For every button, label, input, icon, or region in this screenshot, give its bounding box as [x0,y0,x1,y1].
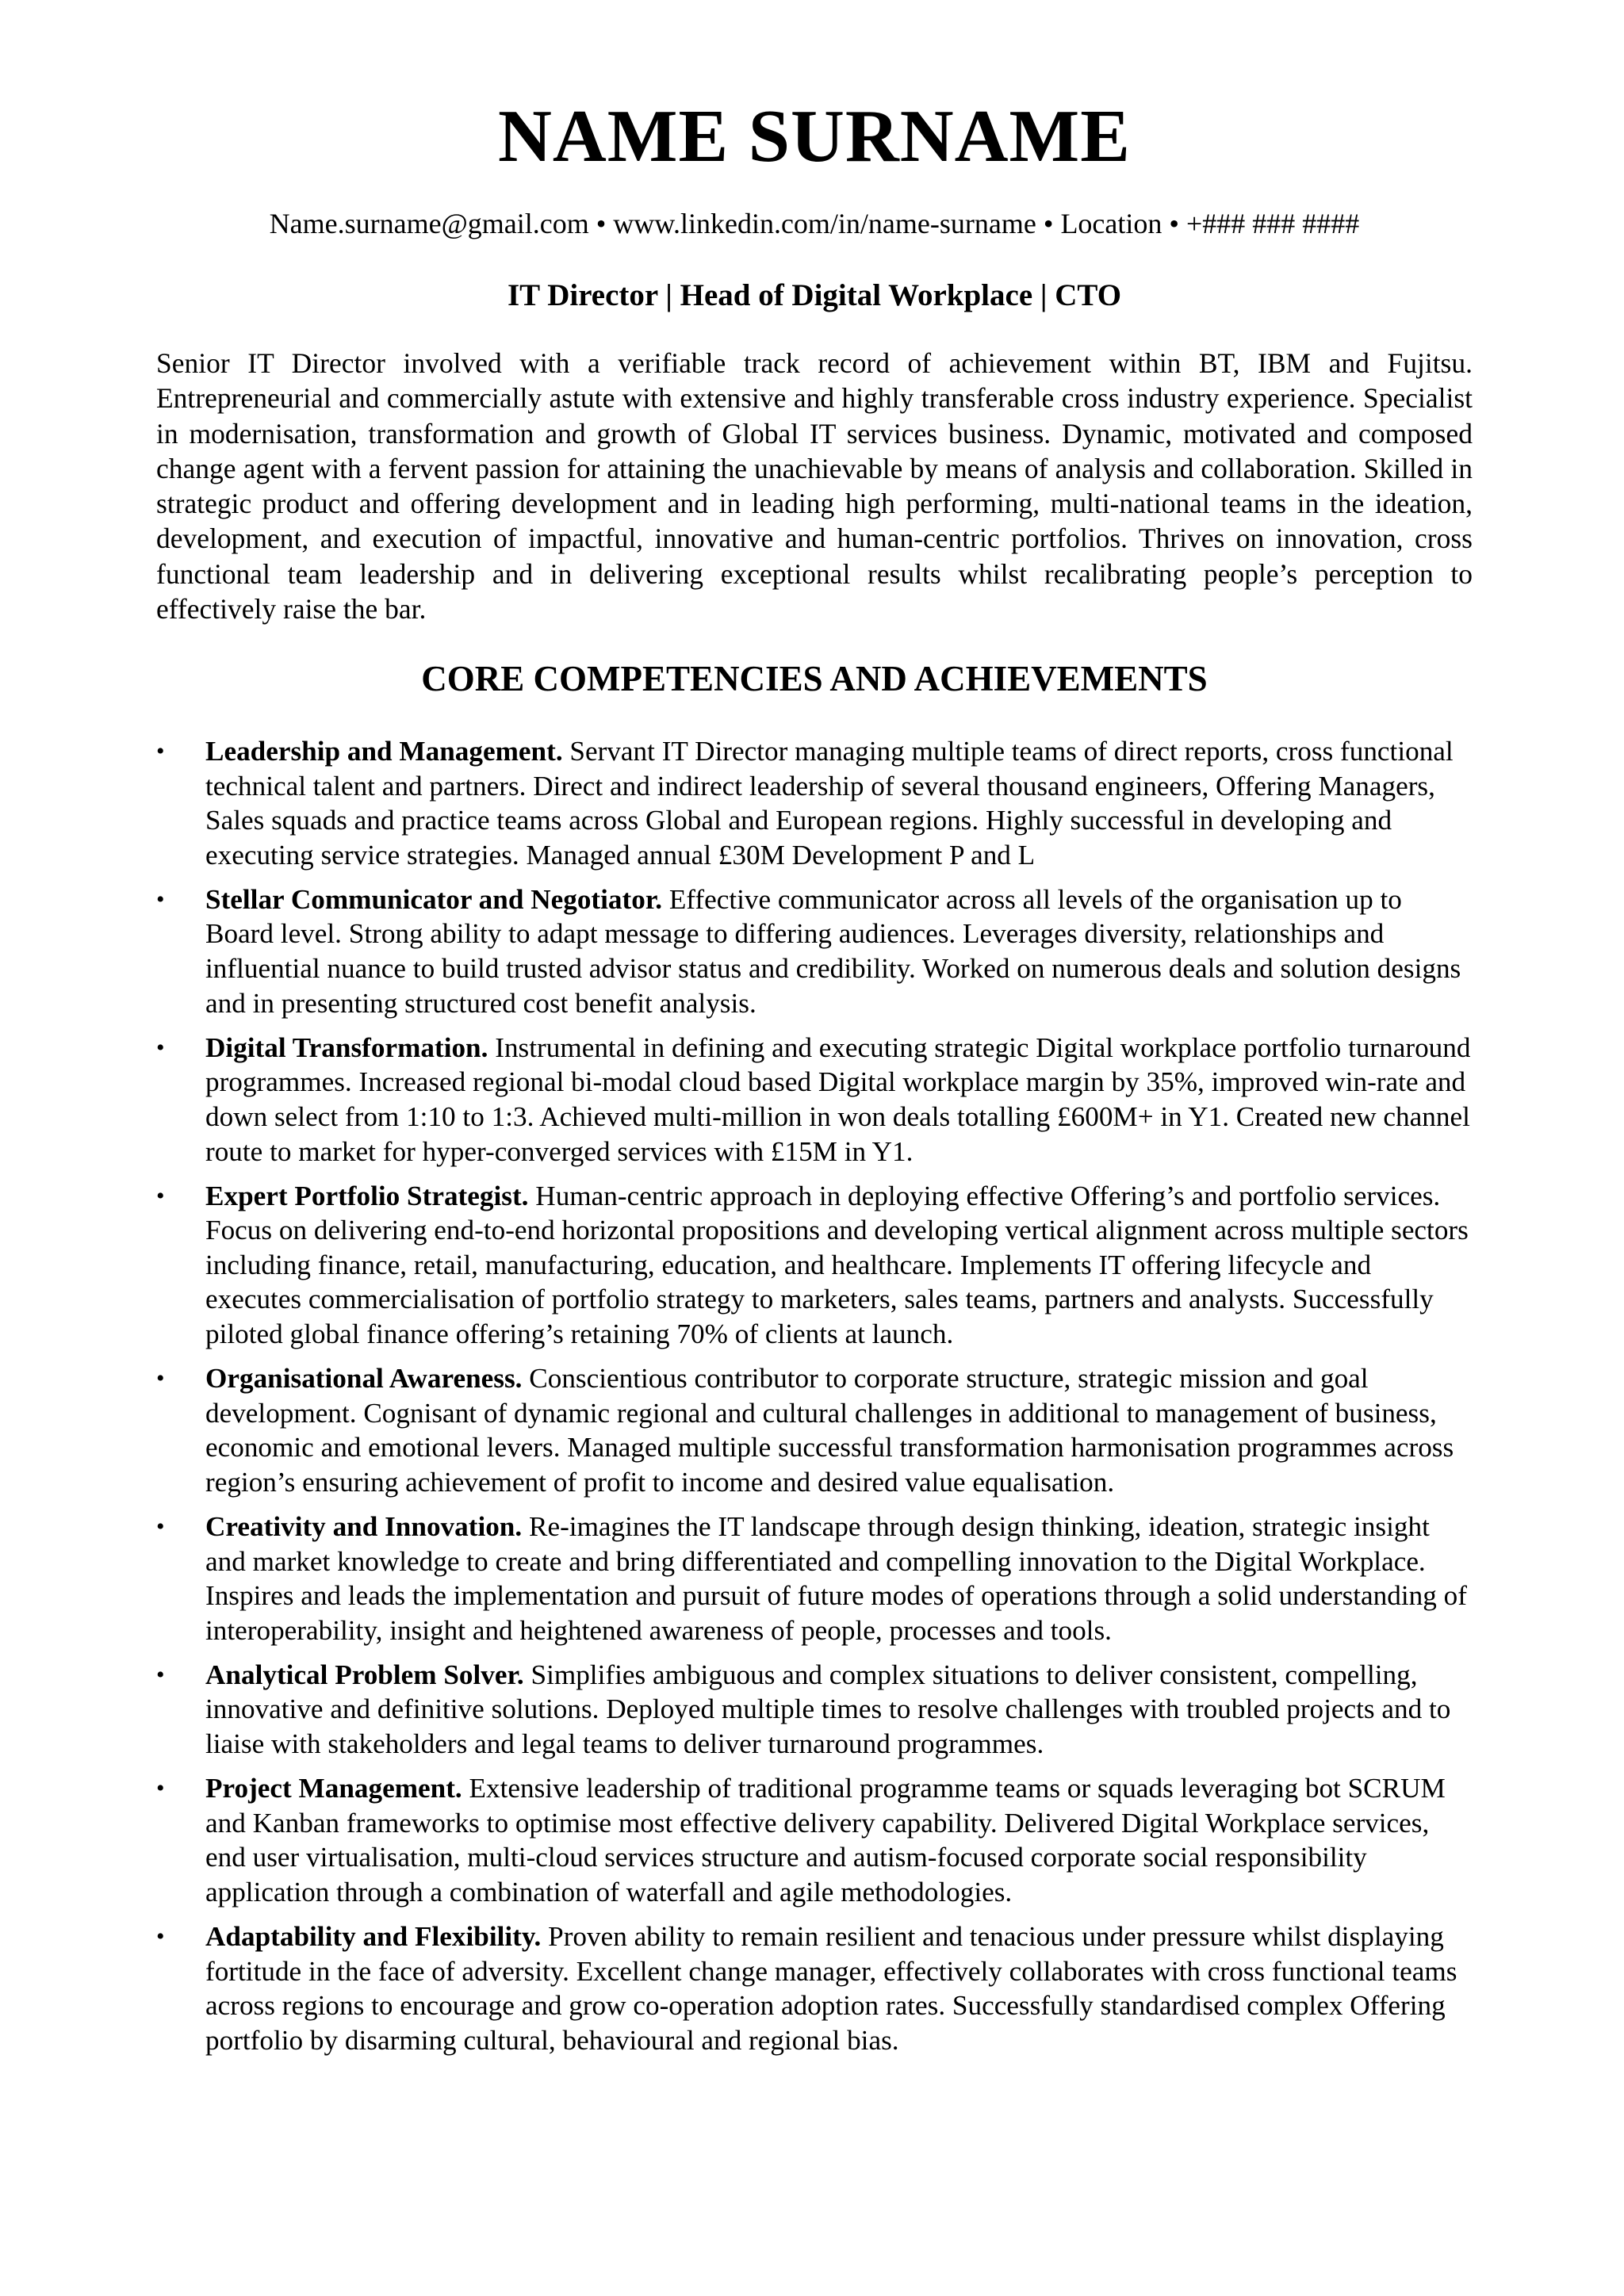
bullet-icon: • [156,1365,165,1392]
bullet-icon: • [156,1661,165,1688]
competency-text: Conscientious contributor to corporate structure, strategic mission and goal development. Cognisant of dynamic regional and cultural challenges in additional to management of business, economic and emotional levers. Managed multiple successful transformation harmonisation programmes across region’s ensuring achievement of profit to income and desired value equalisation. [205,1363,1454,1498]
competency-title: Project Management. [205,1773,462,1804]
bullet-icon: • [156,1034,165,1061]
competency-title: Organisational Awareness. [205,1363,523,1395]
competency-title: Digital Transformation. [205,1031,488,1063]
bullet-icon: • [156,886,165,913]
competency-title: Adaptability and Flexibility. [205,1921,542,1952]
competency-text: Simplifies ambiguous and complex situations to deliver consistent, compelling, innovative and definitive solutions. Deployed multiple times to resolve challenges with troubled projects and to liaise with stakeholders and legal teams to deliver turnaround programmes. [205,1659,1451,1760]
list-item [156,1658,1473,1762]
profile-summary: Senior IT Director involved with a verifiable track record of achievement within BT, IBM and Fujitsu. Entrepreneurial and commercially astute with extensive and highly transferable cross industry experience. Specialist in modernisation, transformation and growth of Global IT services business. Dynamic, motivated and composed change agent with a fervent passion for attaining the unachievable by means of analysis and collaboration. Skilled in strategic product and offering development and in leading high performing, multi-national teams in the ideation, development, and execution of impactful, innovative and human-centric portfolios. Thrives on innovation, cross functional team leadership and in delivering exceptional results whilst recalibrating people’s perception to effectively raise the bar. [156,347,1473,626]
list-item [156,1031,1473,1169]
competency-text: Instrumental in defining and executing strategic Digital workplace portfolio turnaround programmes. Increased regional bi-modal cloud based Digital workplace margin by 35%, improved win-rate and down select from 1:10 to 1:3. Achieved multi-million in won deals totalling £600M+ in Y1. Created new channel route to market for hyper-converged services with £15M in Y1. [205,1031,1471,1167]
competency-title: Creativity and Innovation. [205,1510,523,1542]
competency-text: Human-centric approach in deploying effective Offering’s and portfolio services. Focus on delivering end-to-end horizontal propositions and developing vertical alignment across multiple sectors including finance, retail, manufacturing, education, and healthcare. Implements IT offering lifecycle and executes commercialisation of portfolio strategy to marketers, sales teams, partners and analysts. Successfully piloted global finance offering’s retaining 70% of clients at launch. [205,1180,1469,1349]
competency-title: Leadership and Management. [205,736,563,767]
competency-text: Effective communicator across all levels of the organisation up to Board level. Strong ability to adapt message to differing audiences. Leverages diversity, relationships and influential nuance to build trusted advisor status and credibility. Worked on numerous deals and solution designs and in presenting structured cost benefit analysis. [205,883,1461,1019]
section-title-competencies: CORE COMPETENCIES AND ACHIEVEMENTS [421,659,1208,698]
list-item [156,882,1473,1020]
job-headline: IT Director | Head of Digital Workplace | CTO [507,278,1122,312]
bullet-icon: • [156,1923,165,1950]
competency-title: Analytical Problem Solver. [205,1659,524,1690]
competency-title: Expert Portfolio Strategist. [205,1180,529,1211]
bullet-icon: • [156,738,165,764]
bullet-icon: • [156,1513,165,1540]
bullet-icon: • [156,1182,165,1209]
candidate-name: NAME SURNAME [498,95,1131,178]
competency-text: Extensive leadership of traditional programme teams or squads leveraging bot SCRUM and Kanban frameworks to optimise most effective delivery capability. Delivered Digital Workplace services, end user virtualisation, multi-cloud services structure and autism-focused corporate social responsibility application through a combination of waterfall and agile methodologies. [205,1773,1446,1908]
bullet-icon: • [156,1775,165,1802]
competency-text: Proven ability to remain resilient and tenacious under pressure whilst displaying fortitude in the face of adversity. Excellent change manager, effectively collaborates with cross functional teams across regions to encourage and grow co-operation adoption rates. Successfully standardised complex Offering portfolio by disarming cultural, behavioural and regional bias. [205,1921,1457,2056]
list-item [156,1771,1473,1909]
list-item [156,1510,1473,1647]
competencies-list [156,734,1473,2068]
list-item [156,1919,1473,2057]
contact-line: Name.surname@gmail.com • www.linkedin.com/in/name-surname • Location • +### ### #### [269,208,1360,239]
list-item [156,1179,1473,1352]
competency-text: Re-imagines the IT landscape through design thinking, ideation, strategic insight and market knowledge to create and bring differentiated and compelling innovation to the Digital Workplace. Inspires and leads the implementation and pursuit of future modes of operations through a solid understanding of interoperability, insight and heightened awareness of people, processes and tools. [205,1510,1467,1646]
competency-text: Servant IT Director managing multiple teams of direct reports, cross functional technical talent and partners. Direct and indirect leadership of several thousand engineers, Offering Managers, Sales squads and practice teams across Global and European regions. Highly successful in developing and executing service strategies. Managed annual £30M Development P and L [205,736,1454,871]
list-item [156,734,1473,872]
list-item [156,1361,1473,1499]
competency-title: Stellar Communicator and Negotiator. [205,883,663,915]
